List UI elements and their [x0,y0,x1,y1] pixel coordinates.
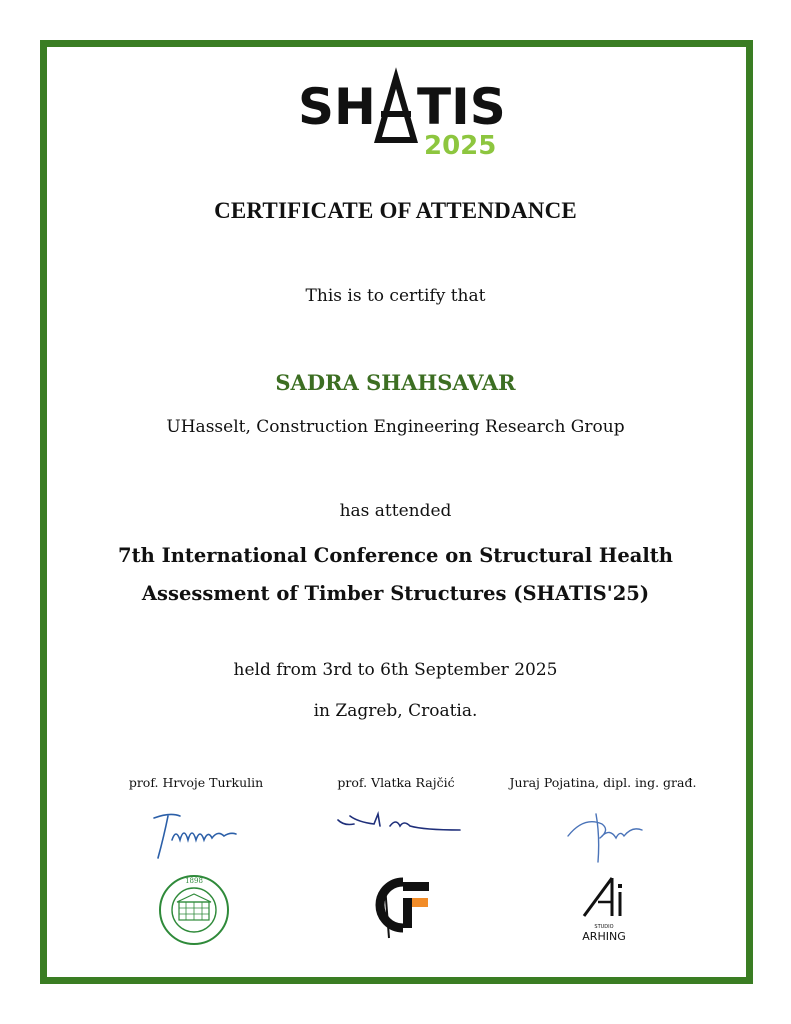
logo-text-right: TIS [417,78,506,136]
attended-text: has attended [339,501,452,521]
signatory-1-name: prof. Hrvoje Turkulin [128,775,264,790]
conference-name [0,537,791,613]
conference-line-1: 7th International Conference on Structural Health [118,544,673,567]
event-location: in Zagreb, Croatia. [313,701,478,721]
recipient-name: SADRA SHAHSAVAR [275,370,516,395]
recipient-affiliation: UHasselt, Construction Engineering Research Group [166,417,625,437]
logo-a-triangle-icon [378,78,414,140]
arhing-logo-icon [578,874,634,944]
logo-text-left: SH [298,78,376,136]
signature-3 [562,806,652,866]
arhing-label: ARHING [582,930,626,943]
signatory-3-name: Juraj Pojatina, dipl. ing. građ. [509,775,697,790]
conference-line-2: Assessment of Timber Structures (SHATIS'25) [141,582,650,605]
arhing-small-label: STUDIO [594,924,614,930]
signatory-2-name: prof. Vlatka Rajčić [337,775,455,790]
signature-2 [334,812,464,842]
faculty-seal-year: 1898 [185,877,203,885]
faculty-seal-icon [152,872,236,948]
logo-year: 2025 [424,131,497,161]
event-dates: held from 3rd to 6th September 2025 [233,660,558,680]
intro-text: This is to certify that [305,286,486,306]
signature-1 [150,810,240,862]
cf-logo-icon [373,876,435,940]
shatis-logo [296,74,506,161]
certificate-title: CERTIFICATE OF ATTENDANCE [214,198,577,223]
